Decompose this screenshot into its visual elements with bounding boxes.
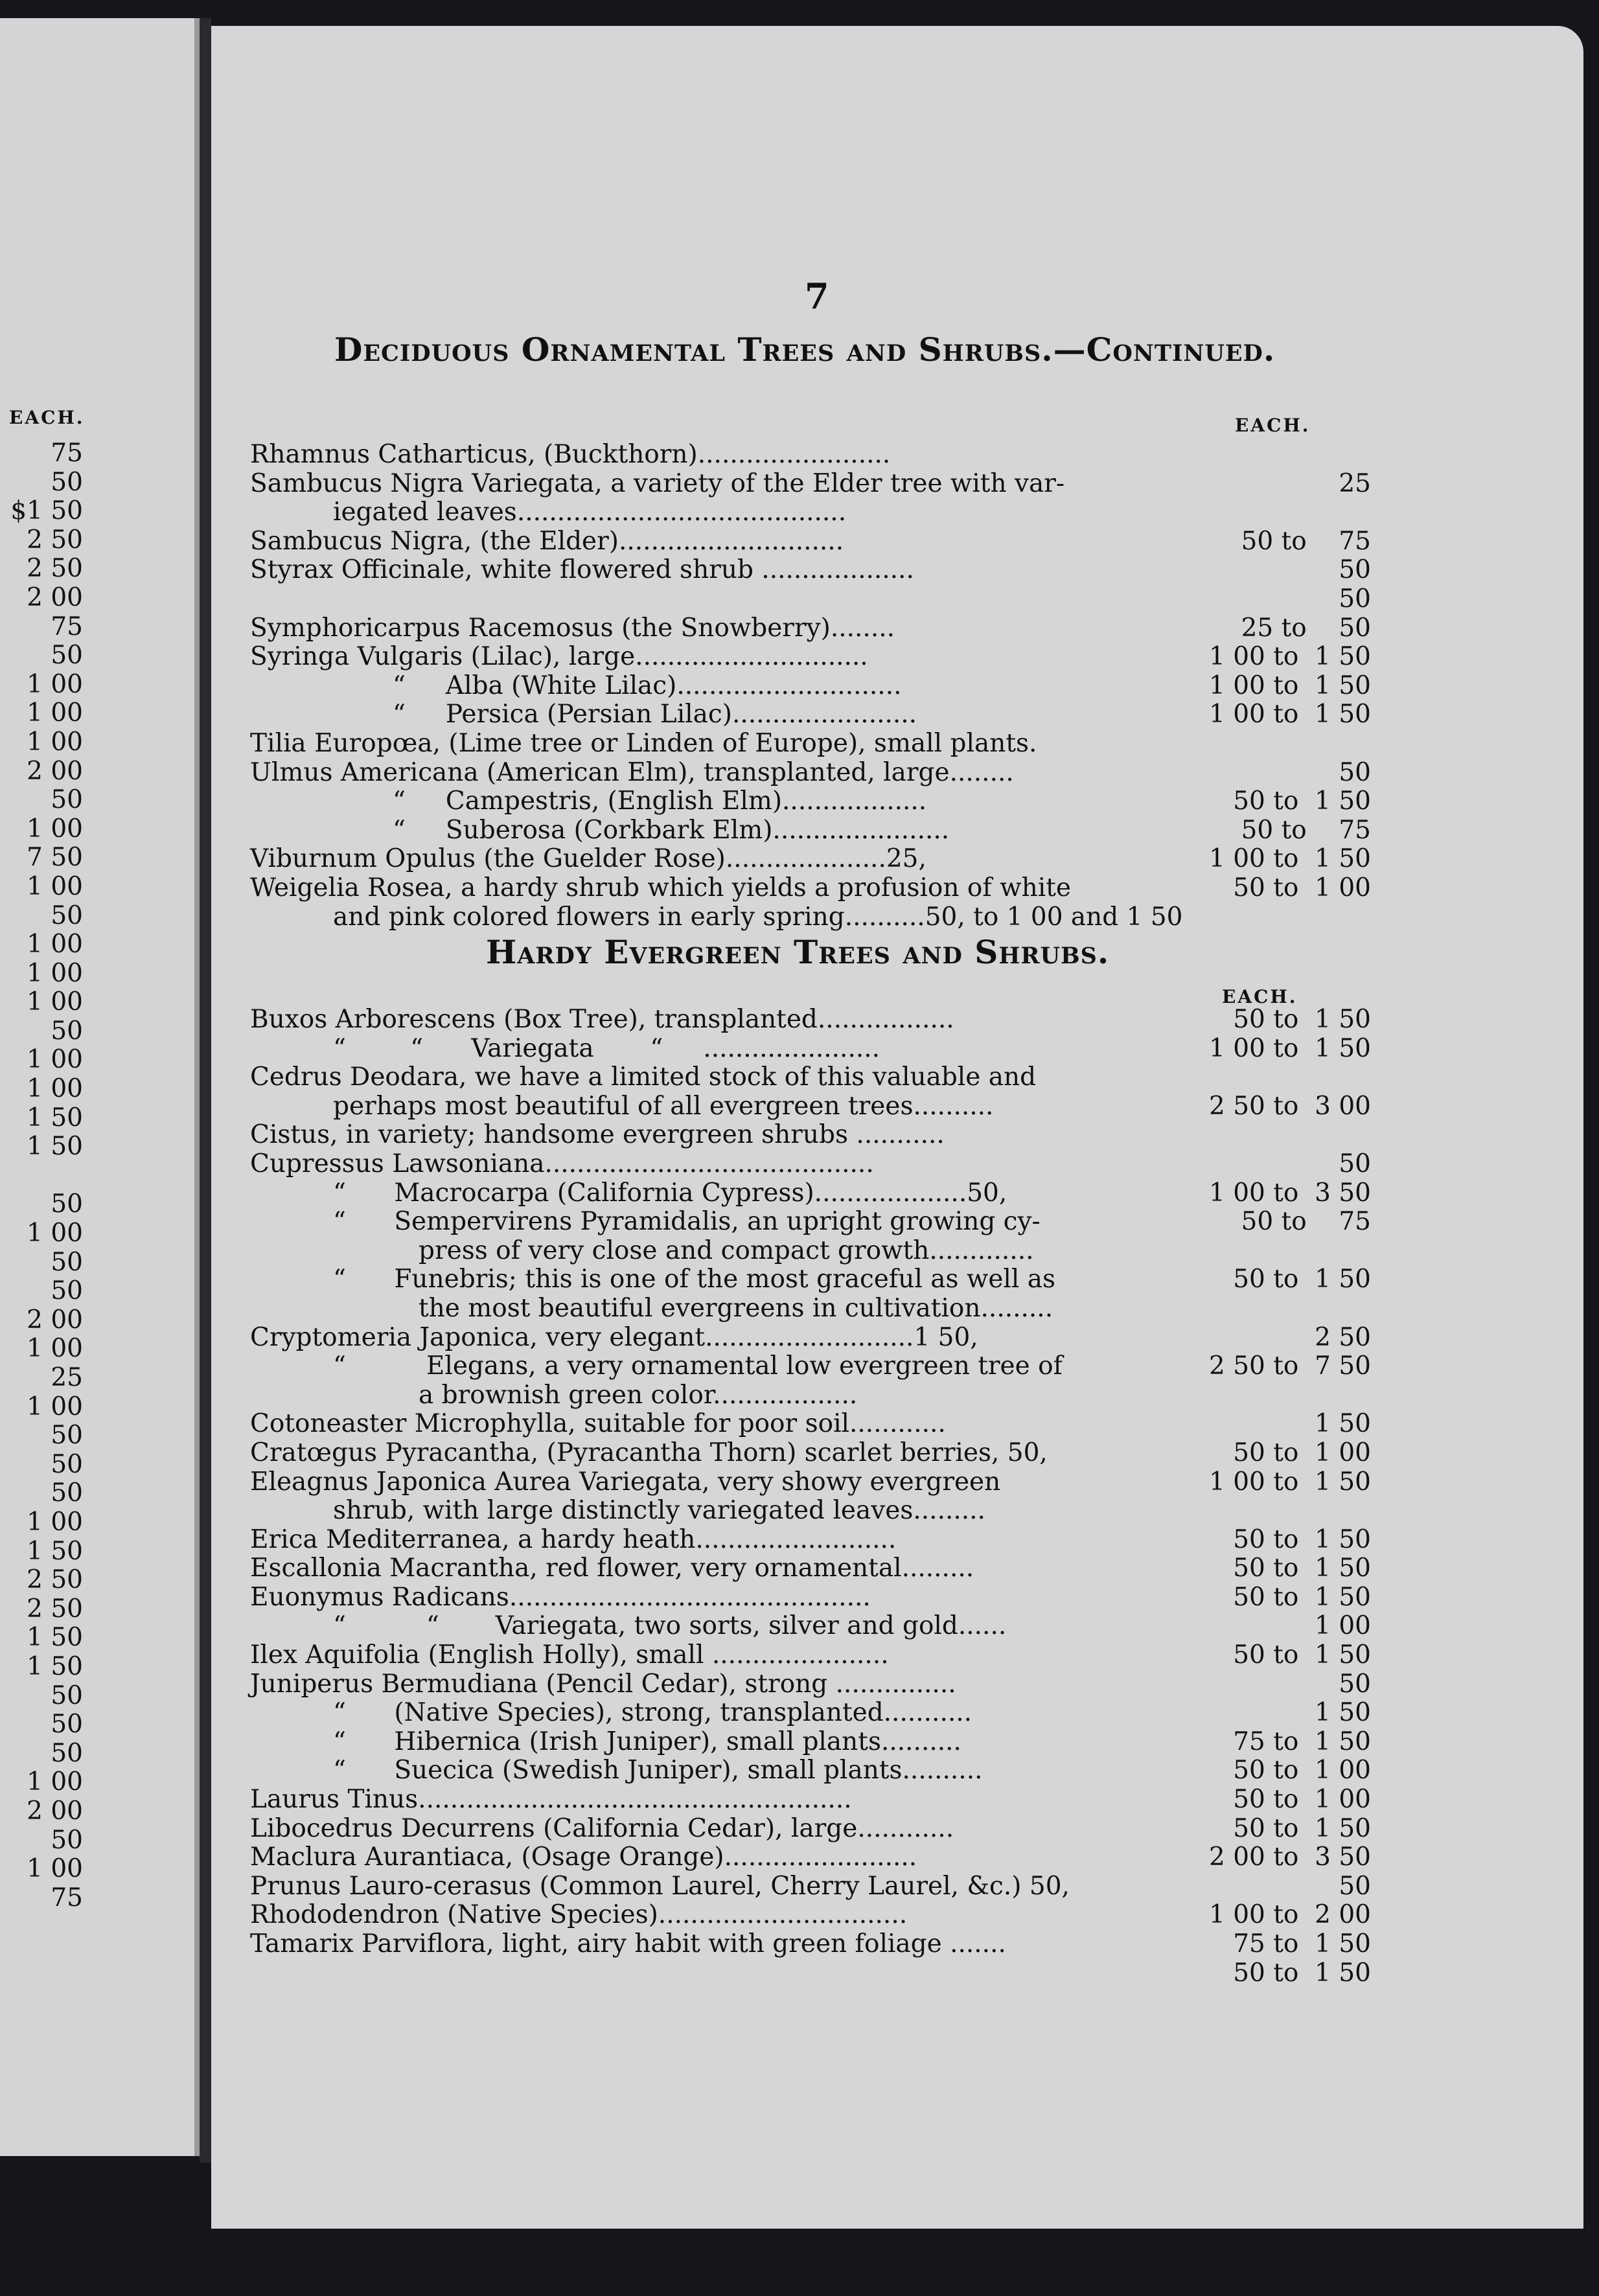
evergreen-item-price: 50 to 1 50	[1233, 1958, 1371, 1988]
evergreen-item-text: Erica Mediterranea, a hardy heath.........................	[250, 1524, 897, 1554]
evergreen-item-price: 2 00 to 3 50	[1208, 1843, 1371, 1872]
left-price-value: 2 00	[27, 1796, 83, 1826]
evergreen-row	[250, 1959, 1371, 1988]
right-page	[211, 26, 1583, 2229]
deciduous-row	[250, 759, 1371, 788]
left-price-value: 1 50	[27, 1623, 83, 1653]
evergreen-row	[250, 1728, 1371, 1757]
evergreen-row	[250, 1872, 1371, 1901]
evergreen-row	[250, 1352, 1371, 1381]
evergreen-item-price: 50 to 1 50	[1233, 1582, 1371, 1612]
left-price-value	[0, 1162, 83, 1191]
left-price-column	[0, 439, 83, 1912]
left-price-value: 1 00	[27, 1507, 83, 1537]
evergreen-item-text: Cryptomeria Japonica, very elegant..........................1 50,	[250, 1322, 978, 1352]
evergreen-item-text: perhaps most beautiful of all evergreen trees..........	[333, 1091, 994, 1121]
left-price-value: $1 50	[10, 496, 83, 526]
deciduous-row	[250, 700, 1371, 729]
deciduous-row	[250, 816, 1371, 845]
evergreen-item-price: 50	[1339, 1871, 1371, 1901]
deciduous-item-price: 50 to 1 50	[1233, 786, 1371, 816]
left-price-value: 25	[51, 1363, 83, 1392]
evergreen-row	[250, 1005, 1371, 1035]
deciduous-heading: Deciduous Ornamental Trees and Shrubs.—Continued.	[334, 330, 1276, 369]
evergreen-item-text: “ “ Variegata “ ......................	[333, 1033, 880, 1063]
evergreen-row	[250, 1381, 1371, 1410]
evergreen-row	[250, 1410, 1371, 1439]
evergreen-row	[250, 1843, 1371, 1872]
evergreen-item-price: 75 to 1 50	[1233, 1929, 1371, 1958]
deciduous-row	[250, 498, 1371, 527]
deciduous-row	[250, 874, 1371, 903]
deciduous-row	[250, 441, 1371, 470]
evergreen-item-text: “ Elegans, a very ornamental low evergreen tree of	[333, 1351, 1063, 1381]
deciduous-item-text: Sambucus Nigra Variegata, a variety of the Elder tree with var-	[250, 468, 1065, 498]
evergreen-row	[250, 1756, 1371, 1785]
evergreen-item-text: Prunus Lauro-cerasus (Common Laurel, Cherry Laurel, &c.) 50,	[250, 1871, 1070, 1901]
left-price-value: 1 00	[27, 1219, 83, 1248]
evergreen-item-price: 50 to 1 50	[1233, 1813, 1371, 1843]
deciduous-row	[250, 527, 1371, 557]
evergreen-item-text: “ Hibernica (Irish Juniper), small plants..........	[333, 1727, 961, 1756]
left-price-value: 1 00	[27, 669, 83, 699]
evergreen-item-price: 1 00	[1315, 1611, 1371, 1641]
deciduous-item-text: Viburnum Opulus (the Guelder Rose)....................25,	[250, 844, 926, 874]
deciduous-item-price: 50 to 75	[1241, 815, 1371, 845]
left-price-value: 50	[51, 1016, 83, 1046]
evergreen-item-text: Cupressus Lawsoniana.........................................	[250, 1149, 874, 1178]
evergreen-item-text: Maclura Aurantiaca, (Osage Orange)........................	[250, 1843, 917, 1872]
evergreen-item-text: Libocedrus Decurrens (California Cedar), large............	[250, 1813, 954, 1843]
evergreen-row	[250, 1208, 1371, 1237]
deciduous-item-text: Ulmus Americana (American Elm), transplanted, large........	[250, 757, 1014, 787]
left-each-label: EACH.	[9, 407, 85, 428]
evergreen-row	[250, 1237, 1371, 1266]
deciduous-row	[250, 643, 1371, 672]
evergreen-item-text: shrub, with large distinctly variegated leaves.........	[333, 1496, 985, 1526]
evergreen-item-price: 1 00 to 2 00	[1208, 1900, 1371, 1930]
evergreen-item-price: 75 to 1 50	[1233, 1727, 1371, 1756]
left-price-value: 50	[51, 901, 83, 930]
left-price-value: 2 00	[27, 582, 83, 612]
left-price-value: 50	[51, 785, 83, 815]
left-price-value: 50	[51, 1449, 83, 1479]
evergreen-item-price: 50 to 1 50	[1233, 1005, 1371, 1034]
evergreen-item-text: Ilex Aquifolia (English Holly), small ......................	[250, 1640, 889, 1670]
page-number: 7	[805, 275, 829, 317]
left-price-value: 50	[51, 1710, 83, 1739]
left-price-value: 2 00	[27, 756, 83, 786]
evergreen-item-text: “ “ Variegata, two sorts, silver and gold......	[333, 1611, 1007, 1641]
left-price-value: 1 50	[27, 1132, 83, 1162]
evergreen-item-text: “ (Native Species), strong, transplanted...........	[333, 1698, 972, 1728]
deciduous-item-price: 1 00 to 1 50	[1208, 700, 1371, 729]
deciduous-row	[250, 672, 1371, 701]
evergreen-item-text: Buxos Arborescens (Box Tree), transplanted.................	[250, 1005, 954, 1034]
left-price-value: 50	[51, 1478, 83, 1508]
left-price-value: 50	[51, 1825, 83, 1855]
evergreen-item-text: Cedrus Deodara, we have a limited stock of this valuable and	[250, 1062, 1037, 1092]
left-price-value: 1 00	[27, 871, 83, 901]
evergreen-row	[250, 1439, 1371, 1468]
deciduous-each-label: EACH.	[1235, 415, 1311, 436]
evergreen-item-text: Euonymus Radicans.............................................	[250, 1582, 871, 1612]
deciduous-item-price: 50	[1339, 757, 1371, 787]
evergreen-item-price: 50 to 1 50	[1233, 1265, 1371, 1294]
deciduous-item-text: Tilia Europœa, (Lime tree or Linden of Europe), small plants.	[250, 728, 1037, 758]
left-price-value: 1 00	[27, 1045, 83, 1075]
left-price-value: 2 50	[27, 1594, 83, 1624]
evergreen-row	[250, 1121, 1371, 1150]
evergreen-item-text: a brownish green color..................	[419, 1380, 858, 1410]
deciduous-item-text: Sambucus Nigra, (the Elder)............................	[250, 526, 844, 556]
evergreen-item-text: Juniperus Bermudiana (Pencil Cedar), strong ...............	[250, 1669, 956, 1699]
left-price-value: 1 00	[27, 930, 83, 959]
deciduous-item-text: Rhamnus Catharticus, (Buckthorn)........................	[250, 440, 891, 469]
evergreen-item-price: 50 to 75	[1241, 1207, 1371, 1237]
evergreen-item-text: Cotoneaster Microphylla, suitable for poor soil............	[250, 1409, 946, 1439]
deciduous-item-price: 1 00 to 1 50	[1208, 671, 1371, 700]
evergreen-row	[250, 1035, 1371, 1064]
evergreen-item-text: Rhododendron (Native Species)...............................	[250, 1900, 908, 1930]
left-price-value: 50	[51, 1189, 83, 1219]
evergreen-each-label: EACH.	[1222, 986, 1298, 1007]
evergreen-item-price: 50	[1339, 1669, 1371, 1699]
evergreen-row	[250, 1930, 1371, 1959]
left-price-value: 50	[51, 1681, 83, 1710]
left-price-value: 50	[51, 1738, 83, 1768]
book-gutter	[200, 18, 211, 2163]
deciduous-row	[250, 614, 1371, 643]
evergreen-row	[250, 1497, 1371, 1526]
left-price-value: 50	[51, 1276, 83, 1306]
evergreen-item-text: Tamarix Parviflora, light, airy habit with green foliage .......	[250, 1929, 1006, 1958]
evergreen-row	[250, 1641, 1371, 1670]
evergreen-item-text: Cratœgus Pyracantha, (Pyracantha Thorn) scarlet berries, 50,	[250, 1438, 1048, 1467]
deciduous-item-price: 50 to 1 00	[1233, 873, 1371, 902]
deciduous-row	[250, 585, 1371, 614]
deciduous-item-text: Syringa Vulgaris (Lilac), large.............................	[250, 642, 868, 672]
evergreen-row	[250, 1294, 1371, 1324]
left-price-value: 1 00	[27, 987, 83, 1017]
deciduous-item-price: 50	[1339, 584, 1371, 614]
evergreen-row	[250, 1554, 1371, 1583]
left-price-value: 1 50	[27, 1651, 83, 1681]
evergreen-row	[250, 1670, 1371, 1699]
left-price-value: 7 50	[27, 843, 83, 873]
evergreen-row	[250, 1265, 1371, 1294]
left-price-value: 2 00	[27, 1305, 83, 1335]
deciduous-row	[250, 729, 1371, 759]
evergreen-row	[250, 1324, 1371, 1353]
deciduous-row	[250, 903, 1371, 932]
evergreen-row	[250, 1468, 1371, 1497]
evergreen-row	[250, 1815, 1371, 1844]
evergreen-item-price: 1 50	[1315, 1698, 1371, 1728]
evergreen-row	[250, 1150, 1371, 1179]
evergreen-row	[250, 1092, 1371, 1121]
deciduous-item-price: 1 00 to 1 50	[1208, 642, 1371, 672]
deciduous-row	[250, 845, 1371, 874]
evergreen-item-price: 50 to 1 50	[1233, 1524, 1371, 1554]
left-price-value: 1 00	[27, 698, 83, 728]
evergreen-item-text: Eleagnus Japonica Aurea Variegata, very showy evergreen	[250, 1467, 1001, 1497]
deciduous-item-price: 50 to 75	[1241, 526, 1371, 556]
deciduous-item-text: Styrax Officinale, white flowered shrub ...................	[250, 555, 914, 585]
evergreen-item-text: Escallonia Macrantha, red flower, very ornamental.........	[250, 1554, 974, 1583]
deciduous-item-price: 1 00 to 1 50	[1208, 844, 1371, 874]
evergreen-row	[250, 1179, 1371, 1208]
deciduous-item-price: 25 to 50	[1241, 613, 1371, 643]
deciduous-row	[250, 556, 1371, 585]
evergreen-list	[250, 1005, 1371, 1988]
left-price-value: 1 00	[27, 1074, 83, 1104]
left-page	[0, 18, 200, 2156]
deciduous-row	[250, 470, 1371, 499]
left-price-value: 75	[51, 1883, 83, 1912]
left-price-value: 1 00	[27, 1767, 83, 1797]
left-price-value: 1 00	[27, 958, 83, 988]
left-price-value: 50	[51, 1421, 83, 1451]
evergreen-item-price: 1 50	[1315, 1409, 1371, 1439]
left-price-value: 75	[51, 612, 83, 641]
left-price-value: 50	[51, 1247, 83, 1277]
evergreen-item-price: 50 to 1 50	[1233, 1554, 1371, 1583]
evergreen-item-text: “ Funebris; this is one of the most graceful as well as	[333, 1265, 1056, 1294]
left-price-value: 1 50	[27, 1536, 83, 1566]
evergreen-item-text: press of very close and compact growth.............	[419, 1235, 1034, 1265]
evergreen-item-price: 50 to 1 00	[1233, 1756, 1371, 1785]
evergreen-row	[250, 1901, 1371, 1930]
deciduous-item-text: iegated leaves.........................................	[333, 498, 847, 527]
left-price-value: 1 50	[27, 1103, 83, 1132]
evergreen-row	[250, 1785, 1371, 1815]
evergreen-row	[250, 1699, 1371, 1728]
deciduous-item-text: and pink colored flowers in early spring..........50, to 1 00 and 1 50	[333, 902, 1183, 932]
evergreen-heading: Hardy Evergreen Trees and Shrubs.	[486, 933, 1110, 971]
left-price-value: 1 00	[27, 1854, 83, 1884]
evergreen-item-text: the most beautiful evergreens in cultivation.........	[419, 1293, 1053, 1323]
evergreen-item-price: 50 to 1 00	[1233, 1785, 1371, 1815]
deciduous-item-text: Symphoricarpus Racemosus (the Snowberry)........	[250, 613, 895, 643]
evergreen-item-text: “ Suecica (Swedish Juniper), small plants..........	[333, 1756, 983, 1785]
left-price-value: 1 00	[27, 727, 83, 757]
deciduous-item-text: “ Alba (White Lilac)............................	[393, 671, 902, 700]
evergreen-row	[250, 1063, 1371, 1092]
evergreen-item-price: 1 00 to 1 50	[1208, 1467, 1371, 1497]
evergreen-item-price: 50 to 1 00	[1233, 1438, 1371, 1467]
evergreen-item-price: 1 00 to 3 50	[1208, 1178, 1371, 1208]
evergreen-row	[250, 1526, 1371, 1555]
evergreen-item-text: Cistus, in variety; handsome evergreen shrubs ...........	[250, 1120, 945, 1150]
left-price-value: 1 00	[27, 1392, 83, 1421]
left-price-value: 50	[51, 467, 83, 497]
left-price-value: 2 50	[27, 1565, 83, 1595]
evergreen-item-price: 2 50 to 3 00	[1208, 1091, 1371, 1121]
evergreen-item-price: 2 50	[1315, 1322, 1371, 1352]
evergreen-row	[250, 1612, 1371, 1641]
left-price-value: 2 50	[27, 554, 83, 584]
deciduous-item-text: “ Persica (Persian Lilac).......................	[393, 700, 917, 729]
evergreen-item-text: “ Sempervirens Pyramidalis, an upright growing cy-	[333, 1207, 1041, 1237]
left-price-value: 1 00	[27, 814, 83, 844]
deciduous-row	[250, 787, 1371, 816]
left-price-value: 75	[51, 439, 83, 468]
deciduous-item-text: Weigelia Rosea, a hardy shrub which yields a profusion of white	[250, 873, 1071, 902]
deciduous-item-price: 50	[1339, 555, 1371, 585]
deciduous-item-text: “ Suberosa (Corkbark Elm)......................	[393, 815, 950, 845]
deciduous-item-price: 25	[1339, 468, 1371, 498]
evergreen-item-price: 50 to 1 50	[1233, 1640, 1371, 1670]
deciduous-list	[250, 441, 1371, 932]
left-price-value: 1 00	[27, 1334, 83, 1364]
deciduous-item-text: “ Campestris, (English Elm)..................	[393, 786, 927, 816]
evergreen-item-price: 50	[1339, 1149, 1371, 1178]
evergreen-item-text: Laurus Tinus......................................................	[250, 1785, 852, 1815]
evergreen-item-price: 2 50 to 7 50	[1208, 1351, 1371, 1381]
evergreen-row	[250, 1583, 1371, 1613]
evergreen-item-price: 1 00 to 1 50	[1208, 1033, 1371, 1063]
evergreen-item-text: “ Macrocarpa (California Cypress)...................50,	[333, 1178, 1007, 1208]
left-price-value: 50	[51, 641, 83, 671]
left-price-value: 2 50	[27, 525, 83, 555]
